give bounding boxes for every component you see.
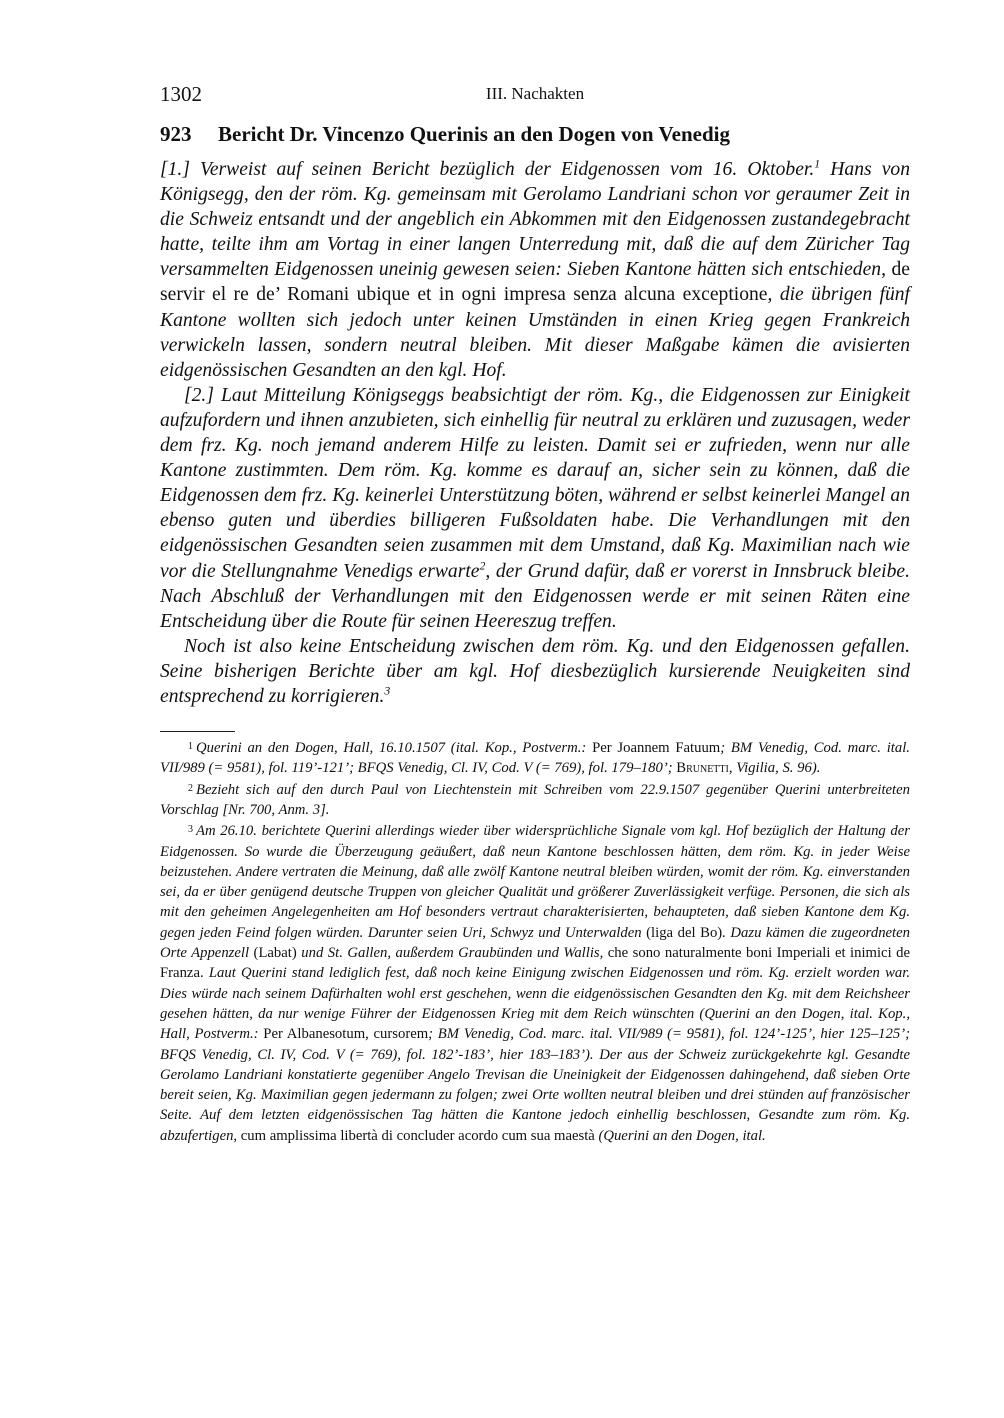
fn3-text-g: Laut Querini stand lediglich fest, daß noch keine Einigung zwischen Eidgenossen und röm. Kg. erzielt worden war. Dies würde nach seinem Dafürhalten wohl erst geschehen, wenn die eidgenössischen Gesandten den Kg. mit dem Reichsheer gesehen hätten, da nur wenige Führer der Eidgenossen Krieg mit dem Reich wünschten (Querini an den Dogen, ital. Kop., Hall, Postverm.: [160,965,910,1043]
fn3-text-b: (liga del Bo) [641,924,723,941]
document-heading [160,122,910,147]
footnote-1 [160,737,910,779]
footnote-mark-3: 3 [188,824,193,836]
fn3-text-h: Per Albanesotum, cursorem [258,1026,429,1043]
fn1-text-a: Querini an den Dogen, Hall, 16.10.1507 (ital. Kop., Postverm.: [196,740,587,757]
footnote-ref-1[interactable]: 1 [814,157,821,171]
fn3-text-d: (Labat) [249,945,297,962]
footnotes [160,737,910,1146]
fn3-text-k: (Querini an den Dogen, ital. [594,1127,766,1144]
page-number: 1302 [160,82,202,106]
p2-text-a: [2.] Laut Mitteilung Königseggs beabsichtigt der röm. Kg., die Eidgenossen zur Einigkeit aufzufordern und ihnen anzubieten, sich einhellig für neutral zu erklären und zuzusagen, weder dem frz. Kg. noch jemand anderem Hilfe zu leisten. Damit sei er zufrieden, wenn nur alle Kantone zustimmten. Dem röm. Kg. komme es darauf an, sicher sein zu können, daß die Eidgenossen dem frz. Kg. keinerlei Unterstützung böten, während er selbst keinerlei Mangel an ebenso guten und überdies billigeren Fußsoldaten habe. Die Verhandlungen mit den eidgenössischen Gesandten seien zusammen mit dem Umstand, daß Kg. Maximilian nach wie vor die Stellungnahme Venedigs erwarte [160,384,910,582]
footnote-ref-3[interactable]: 3 [384,684,391,698]
running-header [160,78,910,108]
fn1-text-e: , Vigilia, S. 96). [728,760,821,777]
fn1-text-b: Per Joannem Fatuum [586,740,721,757]
fn3-text-a: Am 26.10. berichtete Querini allerdings wieder über widersprüchliche Signale vom kgl. Hof bezüglich der Haltung der Eidgenossen. So wurde die Überzeugung geäußert, daß neun Kantone beschlossen hätten, dem röm. Kg. in jeder Weise beizustehen. Andere vertraten die Meinung, daß alle zwölf Kantone neutral bleiben würden, womit der röm. Kg. einverstanden sei, da er über genügend deutsche Truppen von gleicher Qualität und größerer Zuverlässigkeit verfüge. Personen, die sich als mit den geheimen Angelegenheiten am Hof besonders vertraut charakterisierten, behaupteten, daß sieben Kantone dem Kg. gegen jeden Feind folgen würden. Darunter seien Uri, Schwyz und Unterwalden [160,823,910,941]
paragraph-1 [160,157,910,383]
p1-quote: de servir el re de’ Romani ubique et in ogni impresa senza alcuna exceptione [160,259,910,306]
p3-text-a: Noch ist also keine Entscheidung zwischen dem röm. Kg. und den Eidgenossen gefallen. Seine bisherigen Berichte über am kgl. Hof diesbezüglich kursierende Neuigkeiten sind entsprechend zu korrigieren. [160,635,910,707]
fn3-text-i: ; BM Venedig, Cod. marc. ital. VII/989 (= 9581), fol. 124’-125’, hier 125–125’; BFQS Venedig, Cl. IV, Cod. V (= 769), fol. 182’-183’, hier 183–183’). Der aus der Schweiz zurückgekehrte kgl. Gesandte Gerolamo Landriani konstatierte gegenüber Angelo Trevisan die Uneinigkeit der Eidgenossen dahingehend, daß sieben Orte bereit seien, Kg. Maximilian gegen jedermann zu folgen; zwei Orte wollten neutral bleiben und drei stünden auf französischer Seite. Auf dem letzten eidgenössischen Tag hätten die Kantone jedoch einhellig beschlossen, Gesandte zum röm. Kg. abzufertigen, [160,1026,910,1144]
document-number: 923 [160,122,192,146]
fn3-text-f: che sono naturalmente boni Imperiali et inimici de Franza. [160,945,911,982]
footnote-ref-2[interactable]: 2 [479,558,486,572]
p1-text-b: Hans von Königsegg, den der röm. Kg. gemeinsam mit Gerolamo Landriani schon vor geraumer Zeit in die Schweiz entsandt und der angeblich ein Abkommen mit den Eidgenossen zustandegebracht hatte, teilte ihm am Vortag in einer langen Unterredung mit, daß die auf dem Züricher Tag versammelten Eidgenossen uneinig gewesen seien: Sieben Kantone hätten sich entschieden, [160,159,910,281]
fn3-text-j: cum amplissima libertà di concluder acordo cum sua maestà [237,1127,595,1144]
p2-text-b: , der Grund dafür, daß er vorerst in Innsbruck bleibe. Nach Abschluß der Verhandlungen mit den Eidgenossen werde er mit seinen Räten eine Entscheidung über die Route für seinen Heereszug treffen. [160,560,910,632]
document-title: Bericht Dr. Vincenzo Querinis an den Dogen von Venedig [218,122,731,146]
fn3-text-e: und St. Gallen, außerdem Graubünden und Wallis, [296,945,604,962]
footnote-3 [160,820,910,1146]
footnote-2 [160,779,910,821]
paragraph-2 [160,383,910,634]
paragraph-3 [160,634,910,709]
footnote-divider [160,731,235,732]
section-title: III. Nachakten [485,84,585,103]
footnote-mark-2: 2 [188,782,193,794]
fn1-author: Brunetti [676,760,729,777]
footnote-mark-1: 1 [188,741,193,753]
fn2-text: Bezieht sich auf den durch Paul von Liechtenstein mit Schreiben vom 22.9.1507 gegenüber Querini unterbreiteten Vorschlag [Nr. 700, Anm. 3]. [160,781,910,818]
p1-text-a: [1.] Verweist auf seinen Bericht bezüglich der Eidgenossen vom 16. Oktober. [160,159,815,180]
fn1-text-c: ; BM Venedig, Cod. marc. ital. VII/989 (= 9581), fol. 119’-121’; BFQS Venedig, Cl. IV, Cod. V (= 769), fol. 179–180’; [160,740,910,777]
main-text [160,157,910,709]
p1-text-d: , die übrigen fünf Kantone wollten sich jedoch unter keinen Umständen in einen Krieg gegen Frankreich verwickeln lassen, sondern neutral bleiben. Mit dieser Maßgabe kämen die avisierten eidgenössischen Gesandten an den kgl. Hof. [160,284,910,381]
fn3-text-c: . Dazu kämen die zugeordneten Orte Appenzell [160,924,910,962]
page [160,78,910,1146]
